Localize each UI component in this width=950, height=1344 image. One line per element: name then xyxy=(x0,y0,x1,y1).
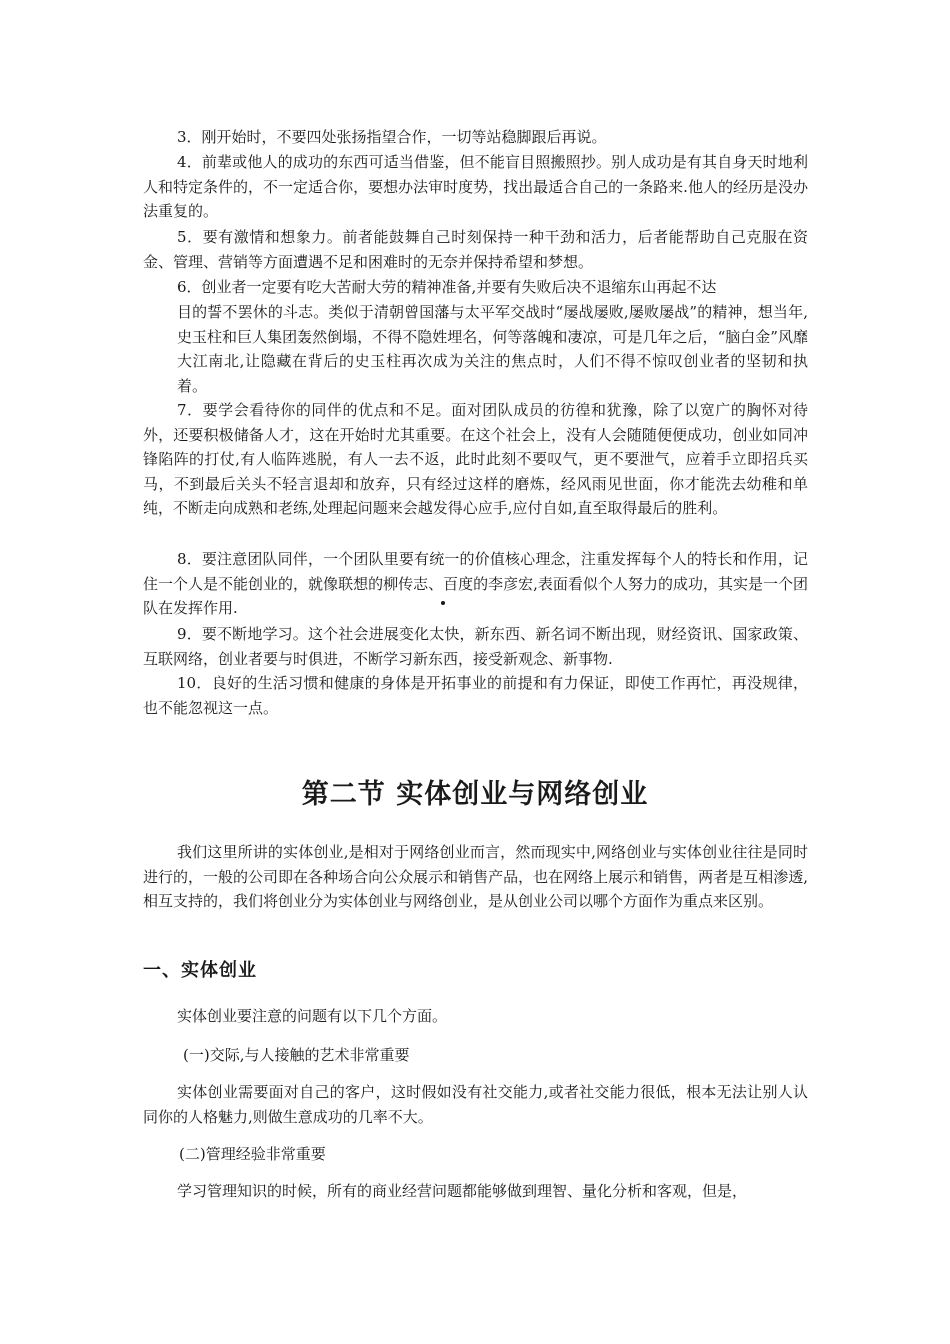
list-item-4: 4．前辈或他人的成功的东西可适当借鉴，但不能盲目照搬照抄。别人成功是有其自身天时地利人和特定条件的，不一定适合你，要想办法审时度势，找出最适合自己的一条路来.他人的经历是没办法重复的。 xyxy=(143,153,808,221)
list-item-10: 10．良好的生活习惯和健康的身体是开拓事业的前提和有力保证，即使工作再忙，再没规律，也不能忽视这一点。 xyxy=(143,674,808,717)
list-item-7: 7．要学会看待你的同伴的优点和不足。面对团队成员的彷徨和犹豫，除了以宽广的胸怀对待外，还要积极储备人才，这在开始时尤其重要。在这个社会上，没有人会随随便便成功，创业如同冲锋陷阵的打仗,有人临阵逃脱，有人一去不返，此时此刻不要叹气，更不要泄气，应着手立即招兵买马，不到最后关头不轻言退却和放弃，只有经过这样的磨炼，经风雨见世面，你才能洗去幼稚和单纯，不断走向成熟和老练,处理起问题来会越发得心应手,应付自如,直至取得最后的胜利。 xyxy=(143,401,808,518)
bullet-mark xyxy=(441,601,445,605)
list-item-6-continuation: 目的誓不罢休的斗志。类似于清朝曾国藩与太平军交战时“屡战屡败,屡败屡战”的精神，想当年,史玉柱和巨人集团轰然倒塌，不得不隐姓埋名，何等落魄和凄凉，可是几年之后，“脑白金”风靡大江南北,让隐藏在背后的史玉柱再次成为关注的焦点时，人们不得不惊叹创业者的坚韧和执着。 xyxy=(177,303,808,395)
list-item-8: 8．要注意团队同伴，一个团队里要有统一的价值核心理念，注重发挥每个人的特长和作用，记住一个人是不能创业的，就像联想的柳传志、百度的李彦宏,表面看似个人努力的成功，其实是一个团队在发挥作用. xyxy=(143,550,808,618)
paragraph-social: 实体创业需要面对自己的客户，这时假如没有社交能力,或者社交能力很低，根本无法让别人认同你的人格魅力,则做生意成功的几率不大。 xyxy=(143,1083,808,1126)
list-item-9: 9．要不断地学习。这个社会进展变化太快，新东西、新名词不断出现，财经资讯、国家政策、互联网络，创业者要与时俱进，不断学习新东西，接受新观念、新事物. xyxy=(143,625,808,668)
section-intro: 我们这里所讲的实体创业,是相对于网络创业而言，然而现实中,网络创业与实体创业往往是同时进行的，一般的公司即在各种场合向公众展示和销售产品，也在网络上展示和销售，两者是互相渗透,相互支持的，我们将创业分为实体创业与网络创业，是从创业公司以哪个方面作为重点来区别。 xyxy=(143,843,808,911)
section-title: 第二节 实体创业与网络创业 xyxy=(301,779,649,810)
list-item-5: 5．要有激情和想象力。前者能鼓舞自己时刻保持一种干劲和活力，后者能帮助自己克服在资金、管理、营销等方面遭遇不足和困难时的无奈并保持希望和梦想。 xyxy=(143,228,808,271)
list-item-3: 3．刚开始时，不要四处张扬指望合作，一切等站稳脚跟后再说。 xyxy=(177,128,607,146)
subsection-heading: 一、实体创业 xyxy=(143,960,257,981)
sub-heading-1: (一)交际,与人接触的艺术非常重要 xyxy=(183,1046,410,1064)
paragraph-management: 学习管理知识的时候，所有的商业经营问题都能够做到理智、量化分析和客观，但是， xyxy=(177,1182,748,1200)
paragraph-intro-issues: 实体创业要注意的问题有以下几个方面。 xyxy=(177,1007,448,1025)
list-item-6-first-line: 6．创业者一定要有吃大苦耐大劳的精神准备,并要有失败后决不退缩东山再起不达 xyxy=(177,278,717,296)
sub-heading-2: (二)管理经验非常重要 xyxy=(179,1145,326,1163)
